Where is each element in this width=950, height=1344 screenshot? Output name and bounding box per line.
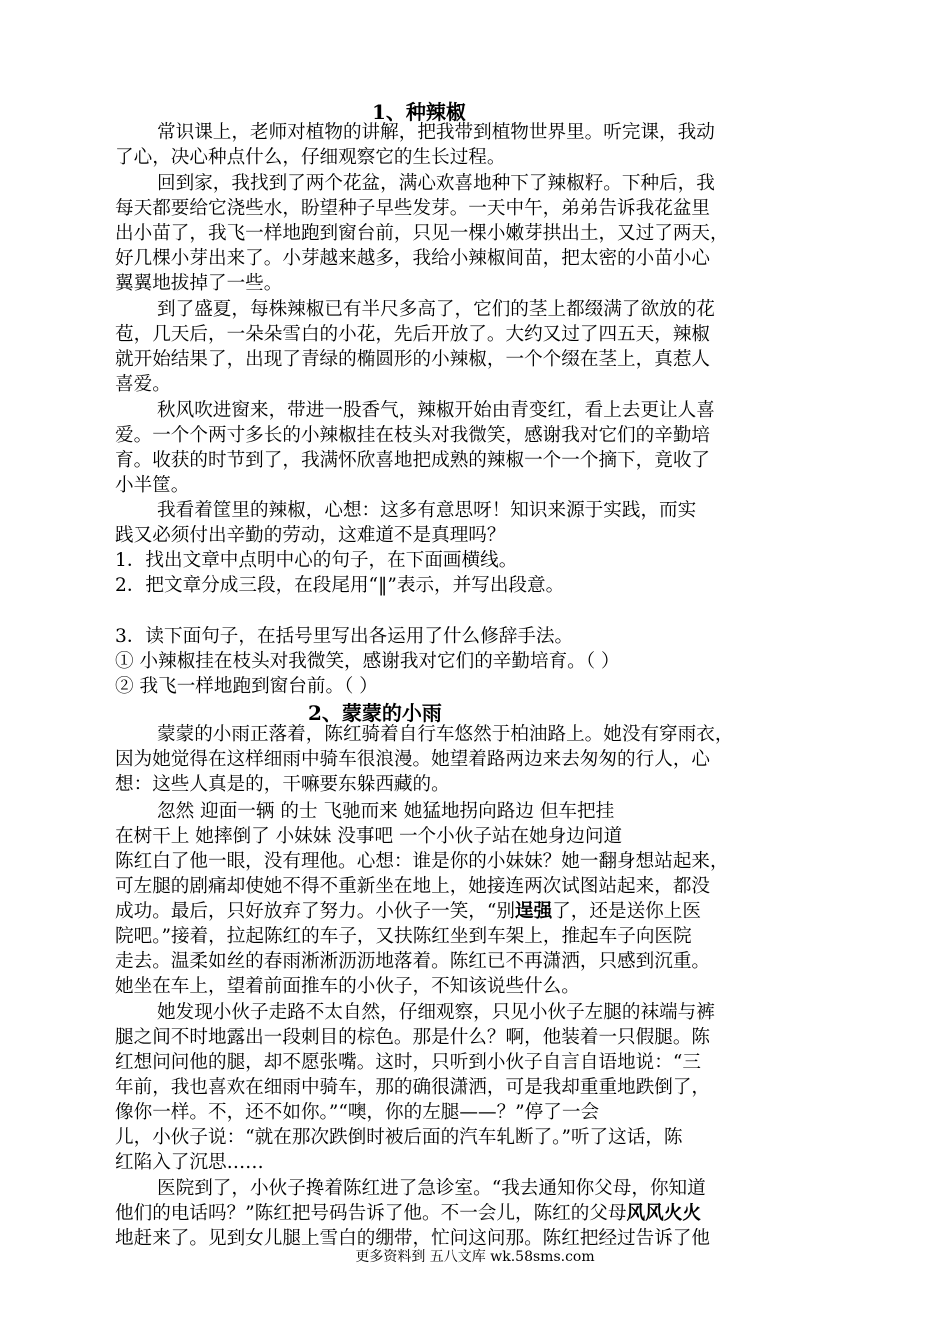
paragraph-line: 医院到了，小伙子搀着陈红进了急诊室。“我去通知你父母，你知道 bbox=[157, 1178, 706, 1199]
paragraph-line: 她坐在车上，望着前面推车的小伙子，不知该说些什么。 bbox=[115, 976, 580, 997]
question-1: 1．找出文章中点明中心的句子，在下面画横线。 bbox=[115, 550, 518, 571]
question-2: 2．把文章分成三段，在段尾用“‖”表示，并写出段意。 bbox=[115, 575, 565, 596]
paragraph-line: 腿之间不时地露出一段刺目的棕色。那是什么？啊，他装着一只假腿。陈 bbox=[115, 1027, 711, 1048]
paragraph-line: 了心，决心种点什么，仔细观察它的生长过程。 bbox=[115, 147, 506, 168]
paragraph-line: 陈红白了他一眼，没有理他。心想：谁是你的小妹妹？她一翻身想站起来， bbox=[115, 851, 729, 872]
text-run: 了，还是送你上医 bbox=[552, 901, 701, 922]
paragraph-line: 秋风吹进窗来，带进一股香气，辣椒开始由青变红，看上去更让人喜 bbox=[157, 400, 715, 421]
paragraph-line: 喜爱。 bbox=[115, 374, 171, 395]
paragraph-line: 蒙蒙的小雨正落着，陈红骑着自行车悠然于柏油路上。她没有穿雨衣， bbox=[157, 724, 734, 745]
question-3-item-1: ① 小辣椒挂在枝头对我微笑，感谢我对它们的辛勤培育。（ ） bbox=[115, 651, 620, 672]
punctuation-exercise-line: 在树干上 她摔倒了 小妹妹 没事吧 一个小伙子站在她身边问道 bbox=[115, 826, 623, 847]
paragraph-line: 我看着筐里的辣椒，心想：这多有意思呀！知识来源于实践，而实 bbox=[157, 500, 697, 521]
paragraph-line: 回到家，我找到了两个花盆，满心欢喜地种下了辣椒籽。下种后，我 bbox=[157, 173, 715, 194]
paragraph-line: 爱。一个个两寸多长的小辣椒挂在枝头对我微笑，感谢我对它们的辛勤培 bbox=[115, 425, 711, 446]
paragraph-line: 常识课上，老师对植物的讲解，把我带到植物世界里。听完课，我动 bbox=[157, 122, 715, 143]
paragraph-line: 到了盛夏，每株辣椒已有半尺多高了，它们的茎上都缀满了欲放的花 bbox=[157, 299, 715, 320]
paragraph-line: 小半筐。 bbox=[115, 475, 190, 496]
paragraph-line: 年前，我也喜欢在细雨中骑车，那的确很潇洒，可是我却重重地跌倒了， bbox=[115, 1077, 711, 1098]
paragraph-line: 因为她觉得在这样细雨中骑车很浪漫。她望着路两边来去匆匆的行人，心 bbox=[115, 749, 711, 770]
paragraph-line: 院吧。”接着，拉起陈红的车子，又扶陈红坐到车架上，推起车子向医院 bbox=[115, 926, 692, 947]
question-3-item-2: ② 我飞一样地跑到窗台前。（ ） bbox=[115, 676, 378, 697]
section2-title: 2、蒙蒙的小雨 bbox=[308, 701, 442, 725]
paragraph-line: 走去。温柔如丝的春雨淅淅沥沥地落着。陈红已不再潇洒，只感到沉重。 bbox=[115, 951, 711, 972]
paragraph-line: 出小苗了，我飞一样地跑到窗台前，只见一棵小嫩芽拱出土，又过了两天， bbox=[115, 223, 729, 244]
paragraph-line: 想：这些人真是的，干嘛要东躲西藏的。 bbox=[115, 774, 450, 795]
paragraph-line: 每天都要给它浇些水，盼望种子早些发芽。一天中午，弟弟告诉我花盆里 bbox=[115, 198, 711, 219]
footer-watermark: 更多资料到 五八文库 wk.58sms.com bbox=[355, 1249, 595, 1265]
paragraph-line: 可左腿的剧痛却使她不得不重新坐在地上，她接连两次试图站起来，都没 bbox=[115, 876, 711, 897]
paragraph-line: 就开始结果了，出现了青绿的椭圆形的小辣椒，一个个缀在茎上，真惹人 bbox=[115, 349, 711, 370]
paragraph-line: 翼翼地拔掉了一些。 bbox=[115, 273, 283, 294]
paragraph-line bbox=[115, 1201, 701, 1226]
section1-title: 1、种辣椒 bbox=[372, 100, 466, 124]
punctuation-exercise-line: 忽然 迎面一辆 的士 飞驰而来 她猛地拐向路边 但车把挂 bbox=[157, 801, 615, 822]
text-run: 成功。最后，只好放弃了努力。小伙子一笑，“别 bbox=[115, 901, 515, 922]
bold-word: 逞强 bbox=[514, 901, 553, 922]
paragraph-line: 红陷入了沉思…… bbox=[115, 1152, 264, 1173]
paragraph-line: 践又必须付出辛勤的劳动，这难道不是真理吗？ bbox=[115, 525, 506, 546]
question-3: 3．读下面句子，在括号里写出各运用了什么修辞手法。 bbox=[115, 626, 574, 647]
bold-word: 风风火火 bbox=[626, 1203, 701, 1224]
paragraph-line: 她发现小伙子走路不太自然，仔细观察，只见小伙子左腿的袜端与裤 bbox=[157, 1002, 715, 1023]
paragraph-line: 好几棵小芽出来了。小芽越来越多，我给小辣椒间苗，把太密的小苗小心 bbox=[115, 248, 711, 269]
paragraph-line bbox=[115, 899, 701, 924]
paragraph-line: 像你一样。不，还不如你。”“噢，你的左腿——？”停了一会 bbox=[115, 1102, 600, 1123]
paragraph-line: 苞，几天后，一朵朵雪白的小花，先后开放了。大约又过了四五天，辣椒 bbox=[115, 324, 711, 345]
paragraph-line: 儿，小伙子说：“就在那次跌倒时被后面的汽车轧断了。”听了这话，陈 bbox=[115, 1127, 683, 1148]
paragraph-line: 地赶来了。见到女儿腿上雪白的绷带，忙问这问那。陈红把经过告诉了他 bbox=[115, 1228, 711, 1249]
text-run: 他们的电话吗？”陈红把号码告诉了他。不一会儿，陈红的父母 bbox=[115, 1203, 627, 1224]
paragraph-line: 育。收获的时节到了，我满怀欣喜地把成熟的辣椒一个一个摘下，竟收了 bbox=[115, 450, 711, 471]
paragraph-line: 红想问问他的腿，却不愿张嘴。这时，只听到小伙子自言自语地说：“三 bbox=[115, 1052, 701, 1073]
